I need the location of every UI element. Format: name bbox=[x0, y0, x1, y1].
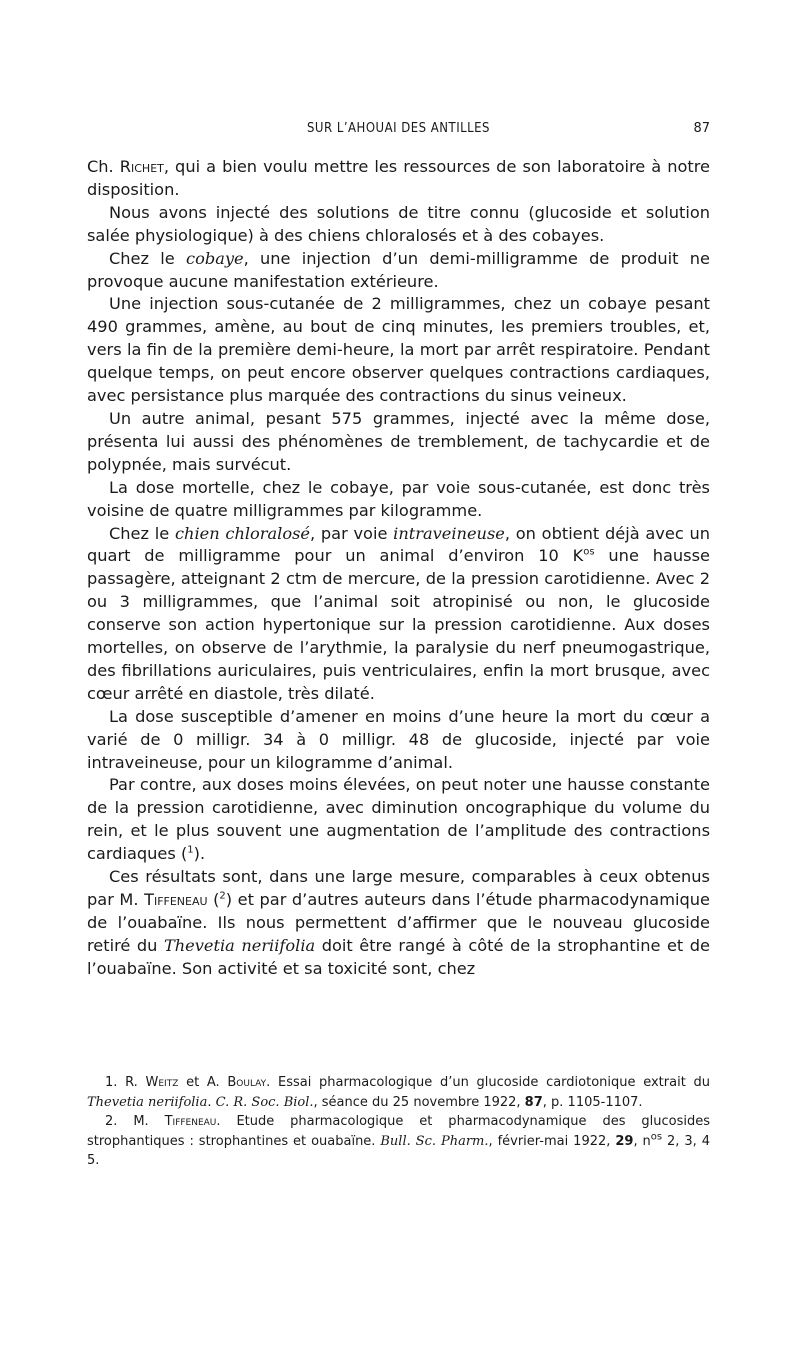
paragraph-2: Nous avons injecté des solutions de titre connu (glucoside et solution salée physiologique) à des chiens chloralosés et à des cobayes. bbox=[87, 202, 710, 245]
italic-term: Thevetia neriifolia bbox=[163, 935, 316, 955]
journal-title: Bull. Sc. Pharm. bbox=[380, 1133, 489, 1149]
text-span: . Essai pharmacologique d’un glucoside cardiotonique extrait du bbox=[266, 1075, 710, 1090]
paragraph-10 bbox=[87, 866, 710, 981]
text-span: ( bbox=[207, 890, 220, 909]
superscript: os bbox=[583, 547, 595, 559]
author-name: Richet bbox=[119, 157, 164, 176]
text-span: une hausse passagère, atteignant 2 ctm de mercure, de la pression carotidienne. Avec 2 ou 3 milligrammes, que l’animal soit atropinisé ou non, le glucoside conserve son action hypertonique sur la pression carotidienne. Aux doses mortelles, on observe de l’arythmie, la paralysie du nerf pneumogastrique, des fibrillations auriculaires, puis ventriculaires, enfin la mort brusque, avec cœur arrêté en diastole, très dilaté. bbox=[87, 546, 710, 703]
text-span: et A. bbox=[178, 1075, 228, 1090]
text-span: , n bbox=[633, 1133, 651, 1149]
author-name: Weitz bbox=[145, 1075, 179, 1090]
italic-term: intraveineuse bbox=[393, 523, 505, 543]
text-span: , par voie bbox=[310, 523, 394, 543]
italic-term: chien chloralosé bbox=[174, 523, 310, 543]
superscript: os bbox=[650, 1131, 663, 1143]
text-span: Chez le bbox=[109, 523, 175, 543]
footnote-1 bbox=[87, 1073, 710, 1112]
paragraph-6: La dose mortelle, chez le cobaye, par voie sous-cutanée, est donc très voisine de quatre milligrammes par kilogramme. bbox=[87, 477, 710, 520]
paragraph-8: La dose susceptible d’amener en moins d’une heure la mort du cœur a varié de 0 milligr. 34 à 0 milligr. 48 de glucoside, injecté par voie intraveineuse, pour un kilogramme d’animal. bbox=[87, 706, 710, 772]
footnotes bbox=[87, 1073, 710, 1171]
text-span: doit être rangé à côté de la strophantine et de l’ouabaïne. Son activité et sa toxicité sont, chez bbox=[87, 935, 711, 978]
body-text bbox=[87, 156, 710, 981]
footnote-2 bbox=[87, 1112, 710, 1171]
text-span: , qui a bien voulu mettre les ressources de son laboratoire à notre disposition. bbox=[87, 157, 711, 199]
volume-number: 87 bbox=[524, 1094, 543, 1110]
author-name: Boulay bbox=[227, 1075, 267, 1090]
text-span: 2, 3, 4 5. bbox=[87, 1133, 710, 1168]
paragraph-5: Un autre animal, pesant 575 grammes, injecté avec la même dose, présenta lui aussi des phénomènes de tremblement, de tachycardie et de polypnée, mais survécut. bbox=[87, 408, 710, 474]
text-span: . Etude pharmacologique et pharmacodynamique des glucosides strophantiques : strophantines et ouabaïne. bbox=[87, 1114, 710, 1149]
volume-number: 29 bbox=[615, 1133, 634, 1149]
text-span: ) et par d’autres auteurs dans l’étude pharmacodynamique de l’ouabaïne. Ils nous permettent d’affirmer que le nouveau glucoside retiré du bbox=[87, 890, 710, 955]
paragraph-7 bbox=[87, 523, 710, 706]
paragraph-9 bbox=[87, 774, 710, 866]
text-span: , on obtient déjà avec un quart de milligramme pour un animal d’environ 10 K bbox=[87, 523, 710, 566]
author-name: Tiffeneau bbox=[164, 1114, 217, 1129]
text-span: , p. 1105-1107. bbox=[542, 1094, 643, 1110]
page-number: 87 bbox=[693, 121, 710, 136]
paragraph-3 bbox=[87, 248, 710, 294]
journal-title: C. R. Soc. Biol. bbox=[215, 1094, 314, 1110]
text-span: , séance du 25 novembre 1922, bbox=[313, 1094, 525, 1110]
paragraph-1 bbox=[87, 156, 710, 202]
text-span: , février-mai 1922, bbox=[488, 1133, 616, 1149]
author-name: Tiffeneau bbox=[144, 890, 208, 909]
italic-term: Thevetia neriifolia bbox=[87, 1094, 208, 1110]
footnote-ref-2[interactable]: 2 bbox=[219, 890, 226, 902]
text-span: Par contre, aux doses moins élevées, on peut noter une hausse constante de la pression carotidienne, avec diminution oncographique du volume du rein, et le plus souvent une augmentation de l’amplitude des contractions cardiaques ( bbox=[87, 775, 710, 864]
text-span: 2. M. bbox=[105, 1114, 165, 1129]
paragraph-4: Une injection sous-cutanée de 2 milligrammes, chez un cobaye pesant 490 grammes, amène, au bout de cinq minutes, les premiers troubles, et, vers la fin de la première demi-heure, la mort par arrêt respiratoire. Pendant quelque temps, on peut encore observer quelques contractions cardiaques, avec persistance plus marquée des contractions du sinus veineux. bbox=[87, 294, 710, 406]
footnote-ref-1[interactable]: 1 bbox=[187, 844, 194, 856]
text-span: Ch. bbox=[87, 157, 120, 176]
text-span: Chez le bbox=[109, 248, 187, 268]
text-span: , une injection d’un demi-milligramme de produit ne provoque aucune manifestation extérieure. bbox=[87, 248, 710, 291]
page-header bbox=[87, 118, 710, 140]
italic-term: cobaye bbox=[186, 248, 244, 268]
text-span: ). bbox=[193, 844, 206, 864]
running-title: SUR L’AHOUAI DES ANTILLES bbox=[307, 121, 490, 136]
text-span: . bbox=[207, 1094, 216, 1110]
text-span: Ces résultats sont, dans une large mesure, comparables à ceux obtenus par M. bbox=[87, 867, 710, 909]
text-span: 1. R. bbox=[105, 1075, 146, 1090]
